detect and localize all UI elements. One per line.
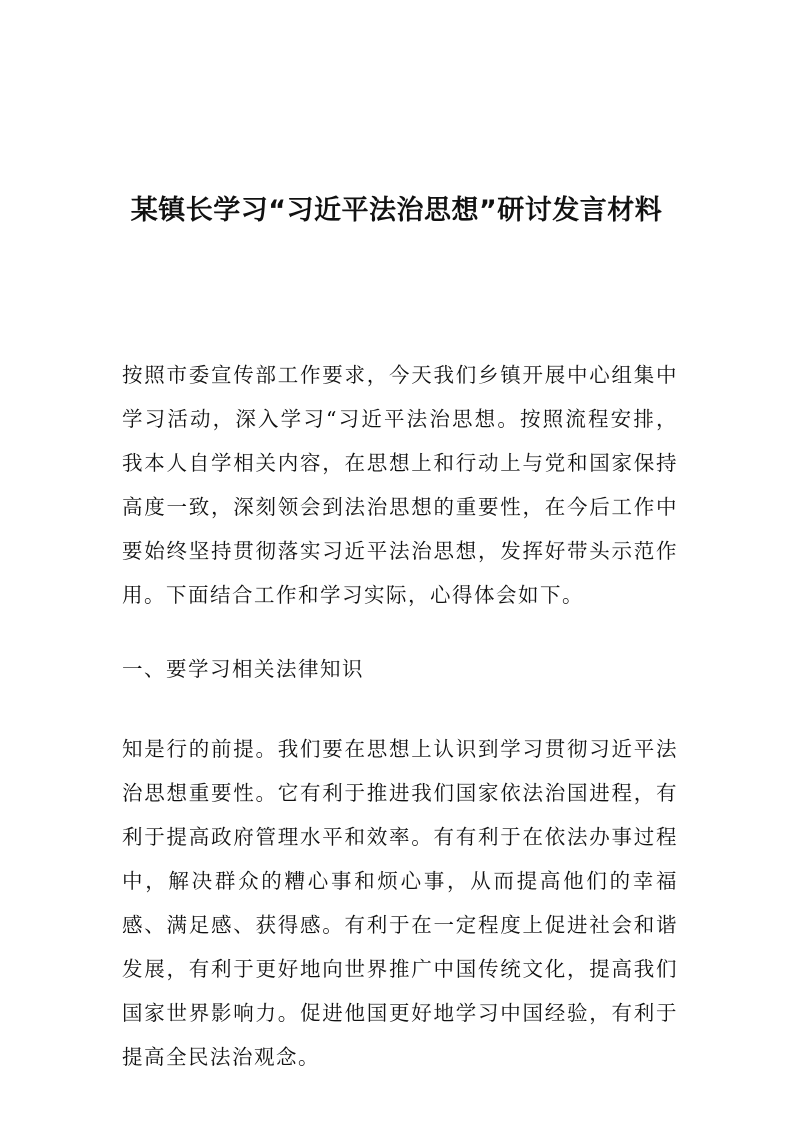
intro-paragraph: 按照市委宣传部工作要求，今天我们乡镇开展中心组集中学习活动，深入学习“习近平法治思想。按照流程安排，我本人自学相关内容，在思想上和行动上与党和国家保持高度一致，深刻领会到法治思想的重要性，在今后工作中要始终坚持贯彻落实习近平法治思想，发挥好带头示范作用。下面结合工作和学习实际，心得体会如下。: [122, 363, 678, 607]
section-paragraph: 知是行的前提。我们要在思想上认识到学习贯彻习近平法治思想重要性。它有利于推进我们国家依法治国进程，有利于提高政府管理水平和效率。有有利于在依法办事过程中，解决群众的糟心事和烦心事，从而提高他们的幸福感、满足感、获得感。有利于在一定程度上促进社会和谐发展，有利于更好地向世界推广中国传统文化，提高我们国家世界影响力。促进他国更好地学习中国经验，有利于提高全民法治观念。: [122, 737, 678, 1069]
document-title: 某镇长学习“习近平法治思想”研讨发言材料: [130, 195, 663, 226]
section-heading: 一、要学习相关法律知识: [122, 657, 364, 681]
